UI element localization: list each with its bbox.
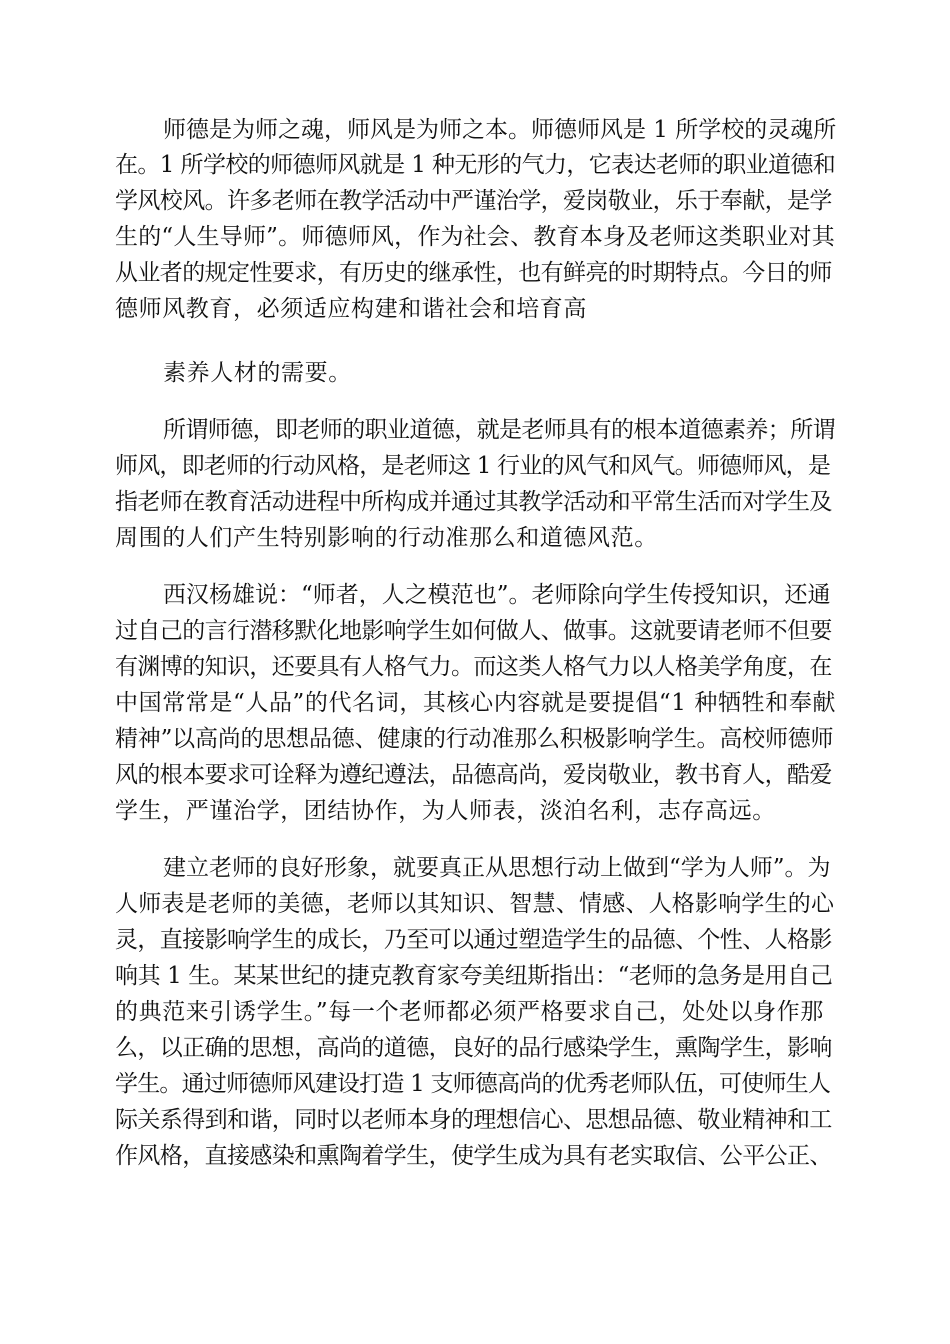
paragraph-5-line-1: 建立老师的良好形象，就要真正从思想行动上做到“学为人师”。为 xyxy=(163,855,831,881)
paragraph-1-line-6: 德师风教育，必须适应构建和谐社会和培育高 xyxy=(115,296,587,322)
paragraph-3-line-1: 所谓师德，即老师的职业道德，就是老师具有的根本道德素养；所谓 xyxy=(163,417,836,443)
paragraph-1-line-5: 从业者的规定性要求，有历史的继承性，也有鲜亮的时期特点。今日的师 xyxy=(115,260,832,286)
paragraph-4-line-3: 有渊博的知识，还要具有人格气力。而这类人格气力以人格美学角度，在 xyxy=(115,654,832,680)
paragraph-5-line-3: 灵，直接影响学生的成长，乃至可以通过塑造学生的品德、个性、人格影 xyxy=(115,927,832,953)
paragraph-3-line-3: 指老师在教育活动进程中所构成并通过其教学活动和平常生活而对学生及 xyxy=(115,489,832,515)
paragraph-4-line-4: 中国常常是“人品”的代名词，其核心内容就是要提倡“1 种牺牲和奉献 xyxy=(115,690,837,716)
paragraph-2-line-1: 素养人材的需要。 xyxy=(163,360,352,386)
paragraph-4-line-7: 学生，严谨治学，团结协作，为人师表，淡泊名利，志存高远。 xyxy=(115,798,776,824)
paragraph-4-line-5: 精神”以高尚的思想品德、健康的行动准那么积极影响学生。高校师德师 xyxy=(115,726,834,752)
paragraph-1-line-2: 在。1 所学校的师德师风就是 1 种无形的气力，它表达老师的职业道德和 xyxy=(115,152,836,178)
paragraph-4-line-2: 过自己的言行潜移默化地影响学生如何做人、做事。这就要请老师不但要 xyxy=(115,618,832,644)
paragraph-5-line-4: 响其 1 生。某某世纪的捷克教育家夸美纽斯指出：“老师的急务是用自己 xyxy=(115,963,833,989)
paragraph-1-line-4: 生的“人生导师”。师德师风，作为社会、教育本身及老师这类职业对其 xyxy=(115,224,835,250)
paragraph-5-line-8: 际关系得到和谐，同时以老师本身的理想信心、思想品德、敬业精神和工 xyxy=(115,1107,832,1133)
paragraph-4-line-1: 西汉杨雄说：“师者，人之模范也”。老师除向学生传授知识，还通 xyxy=(163,582,831,608)
paragraph-3-line-4: 周围的人们产生特别影响的行动准那么和道德风范。 xyxy=(115,525,658,551)
paragraph-1-line-3: 学风校风。许多老师在教学活动中严谨治学，爱岗敬业，乐于奉献，是学 xyxy=(115,188,832,214)
paragraph-5-line-9: 作风格，直接感染和熏陶着学生，使学生成为具有老实取信、公平公正、 xyxy=(115,1143,832,1169)
paragraph-1-line-1: 师德是为师之魂，师风是为师之本。师德师风是 1 所学校的灵魂所 xyxy=(163,117,837,143)
paragraph-4-line-6: 风的根本要求可诠释为遵纪遵法，品德高尚，爱岗敬业，教书育人，酷爱 xyxy=(115,762,832,788)
paragraph-5-line-7: 学生。通过师德师风建设打造 1 支师德高尚的优秀老师队伍，可使师生人 xyxy=(115,1071,831,1097)
paragraph-5-line-5: 的典范来引诱学生。”每一个老师都必须严格要求自己，处处以身作那 xyxy=(115,999,824,1025)
paragraph-5-line-6: 么，以正确的思想，高尚的道德，良好的品行感染学生，熏陶学生，影响 xyxy=(115,1035,832,1061)
paragraph-5-line-2: 人师表是老师的美德，老师以其知识、智慧、情感、人格影响学生的心 xyxy=(115,891,835,917)
paragraph-3-line-2: 师风，即老师的行动风格，是老师这 1 行业的风气和风气。师德师风，是 xyxy=(115,453,831,479)
